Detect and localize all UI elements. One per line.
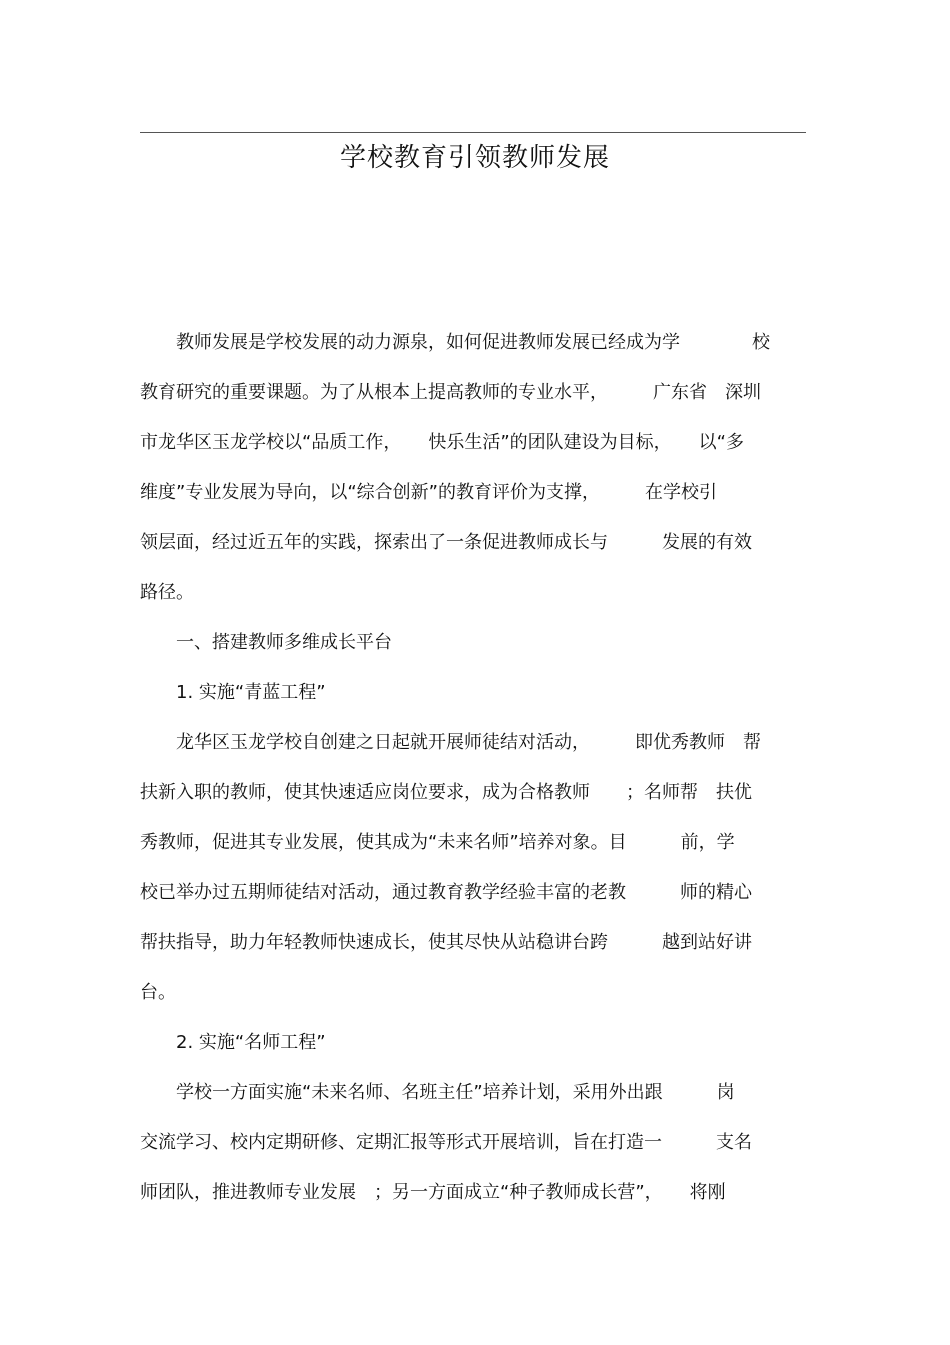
body-line: 教师发展是学校发展的动力源泉，如何促进教师发展已经成为学 校 — [140, 332, 770, 353]
document-title: 学校教育引领教师发展 — [339, 143, 610, 173]
body-line: 秀教师，促进其专业发展，使其成为“未来名师”培养对象。目 前，学 — [140, 832, 735, 853]
body-line: 学校一方面实施“未来名师、名班主任”培养计划，采用外出跟 岗 — [140, 1082, 735, 1103]
body-line: 市龙华区玉龙学校以“品质工作， 快乐生活”的团队建设为目标， 以“多 — [140, 432, 744, 453]
section-heading: 一、搭建教师多维成长平台 — [140, 632, 392, 653]
body-line: 龙华区玉龙学校自创建之日起就开展师徒结对活动， 即优秀教师 帮 — [140, 732, 761, 753]
body-line: 师团队，推进教师专业发展 ；另一方面成立“种子教师成长营”， 将刚 — [140, 1182, 726, 1203]
body-line: 台。 — [140, 982, 176, 1003]
body-line: 校已举办过五期师徒结对活动，通过教育教学经验丰富的老教 师的精心 — [140, 882, 752, 903]
header-rule — [140, 132, 806, 133]
body-line: 路径。 — [140, 582, 194, 603]
subsection-heading: 1. 实施“青蓝工程” — [140, 682, 326, 703]
body-line: 交流学习、校内定期研修、定期汇报等形式开展培训，旨在打造一 支名 — [140, 1132, 752, 1153]
body-line: 领层面，经过近五年的实践，探索出了一条促进教师成长与 发展的有效 — [140, 532, 752, 553]
body-line: 教育研究的重要课题。为了从根本上提高教师的专业水平， 广东省 深圳 — [140, 382, 761, 403]
subsection-heading: 2. 实施“名师工程” — [140, 1032, 326, 1053]
body-line: 维度”专业发展为导向，以“综合创新”的教育评价为支撑， 在学校引 — [140, 482, 717, 503]
body-line: 扶新入职的教师，使其快速适应岗位要求，成为合格教师 ；名师帮 扶优 — [140, 782, 752, 803]
body-line: 帮扶指导，助力年轻教师快速成长，使其尽快从站稳讲台跨 越到站好讲 — [140, 932, 752, 953]
